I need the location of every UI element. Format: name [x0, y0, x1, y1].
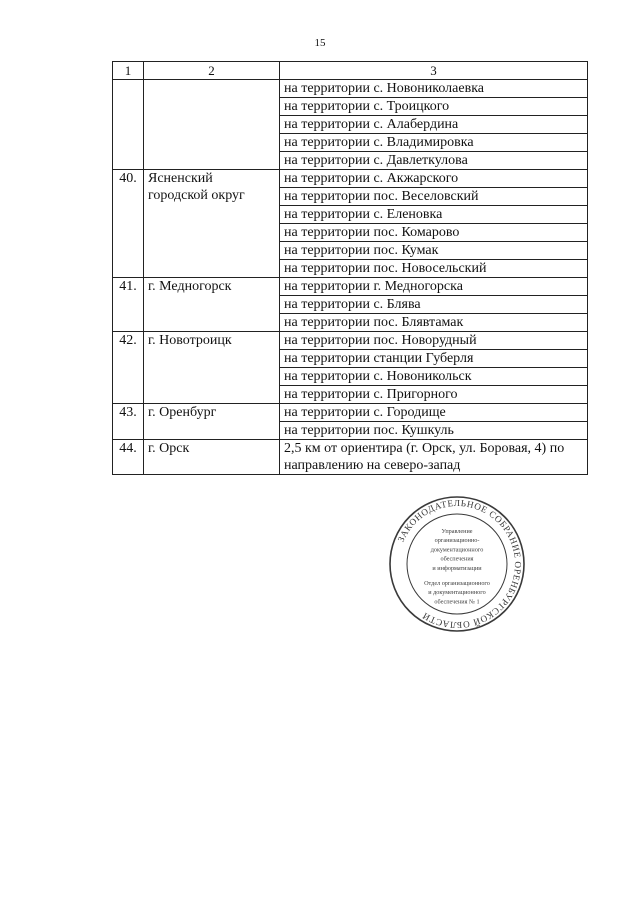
table-row	[113, 170, 588, 188]
row-number-cell: 44.	[113, 440, 144, 475]
seal-inner-line: и документационного	[428, 589, 486, 597]
row-number-cell	[113, 80, 144, 170]
seal-inner-line: документационного	[430, 546, 484, 554]
location-cell: на территории пос. Кумак	[280, 242, 588, 260]
location-cell: на территории пос. Комарово	[280, 224, 588, 242]
row-number-cell: 40.	[113, 170, 144, 278]
table-header-row	[113, 62, 588, 80]
table-row	[113, 404, 588, 422]
row-number-cell: 43.	[113, 404, 144, 440]
location-cell: на территории г. Медногорска	[280, 278, 588, 296]
seal-inner-line: обеспечения № 1	[434, 598, 480, 606]
seal-inner-line: Отдел организационного	[424, 580, 490, 587]
location-cell: на территории с. Блява	[280, 296, 588, 314]
location-cell: на территории с. Владимировка	[280, 134, 588, 152]
location-cell: на территории пос. Веселовский	[280, 188, 588, 206]
header-cell-1: 1	[113, 62, 144, 80]
settlements-table	[112, 61, 588, 475]
seal-inner-line: обеспечения	[440, 555, 474, 563]
location-cell: на территории станции Губерля	[280, 350, 588, 368]
location-cell: на территории с. Акжарского	[280, 170, 588, 188]
seal-graphic	[388, 495, 526, 633]
header-cell-2: 2	[144, 62, 280, 80]
table-row	[113, 332, 588, 350]
location-cell: на территории с. Городище	[280, 404, 588, 422]
seal-inner-line: и информатизации	[432, 564, 482, 572]
location-cell: на территории с. Алабердина	[280, 116, 588, 134]
table-row	[113, 440, 588, 475]
seal-inner-line: организационно-	[434, 537, 480, 545]
location-cell: на территории с. Новониколаевка	[280, 80, 588, 98]
header-cell-3: 3	[280, 62, 588, 80]
location-cell: на территории с. Еленовка	[280, 206, 588, 224]
location-cell: на территории с. Новоникольск	[280, 368, 588, 386]
district-name-cell	[144, 80, 280, 170]
seal-outer-text-path: ЗАКОНОДАТЕЛЬНОЕ СОБРАНИЕ ОРЕНБУРГСКОЙ ОБЛАСТИ	[395, 497, 524, 631]
table-row	[113, 80, 588, 98]
location-cell: на территории пос. Новорудный	[280, 332, 588, 350]
row-number-cell: 42.	[113, 332, 144, 404]
location-cell: 2,5 км от ориентира (г. Орск, ул. Боровая, 4) по направлению на северо-запад	[280, 440, 588, 475]
location-cell: на территории с. Пригорного	[280, 386, 588, 404]
location-cell: на территории с. Давлеткулова	[280, 152, 588, 170]
location-cell: на территории пос. Кушкуль	[280, 422, 588, 440]
seal-inner-line: Управление	[441, 528, 473, 535]
district-name-cell: Ясненский городской округ	[144, 170, 280, 278]
official-seal-stamp	[388, 495, 526, 633]
settlements-table-body	[113, 62, 588, 475]
seal-inner-text	[424, 528, 490, 605]
location-cell: на территории пос. Новосельский	[280, 260, 588, 278]
row-number-cell: 41.	[113, 278, 144, 332]
district-name-cell: г. Оренбург	[144, 404, 280, 440]
district-name-cell: г. Медногорск	[144, 278, 280, 332]
location-cell: на территории с. Троицкого	[280, 98, 588, 116]
page-number: 15	[314, 37, 326, 49]
district-name-cell: г. Новотроицк	[144, 332, 280, 404]
table-row	[113, 278, 588, 296]
district-name-cell: г. Орск	[144, 440, 280, 475]
location-cell: на территории пос. Блявтамак	[280, 314, 588, 332]
